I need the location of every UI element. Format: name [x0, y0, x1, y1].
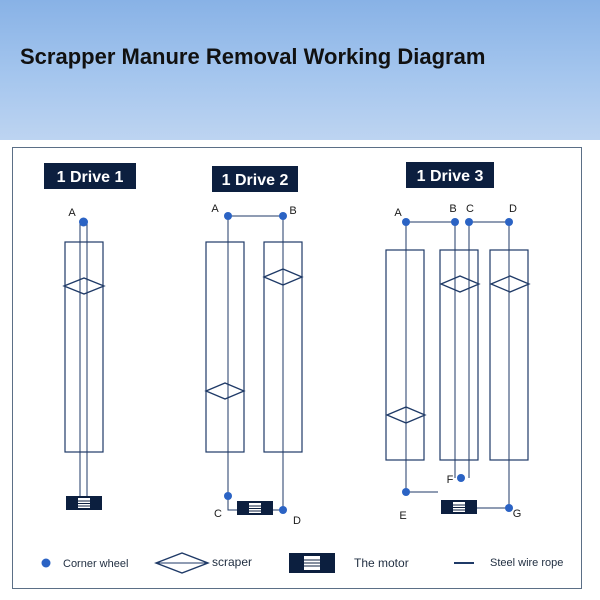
page-title: Scrapper Manure Removal Working Diagram — [20, 44, 486, 69]
drive-3-title: 1 Drive 3 — [416, 168, 484, 185]
barn-lane — [386, 250, 424, 460]
steel-wire-rope — [469, 222, 509, 508]
corner-wheel — [224, 492, 232, 500]
corner-wheel — [279, 212, 287, 220]
drive-3-diagram — [386, 162, 529, 522]
label-a: A — [68, 207, 76, 219]
corner-wheel — [505, 504, 513, 512]
corner-wheel — [451, 218, 459, 226]
label-c: C — [466, 203, 474, 215]
motor — [66, 496, 102, 510]
barn-lane — [65, 242, 103, 452]
barn-lane — [206, 242, 244, 452]
corner-wheel — [465, 218, 473, 226]
corner-wheel — [402, 488, 410, 496]
scraper — [441, 276, 479, 292]
corner-wheel — [79, 218, 88, 227]
label-b: B — [289, 205, 297, 217]
steel-wire-rope — [228, 216, 283, 510]
motor — [237, 501, 273, 515]
legend-motor-label: The motor — [354, 556, 409, 570]
scraper — [206, 383, 244, 399]
label-e: E — [399, 510, 407, 522]
drive-1-diagram — [44, 163, 136, 510]
scraper — [491, 276, 529, 292]
corner-wheel-icon — [42, 559, 51, 568]
corner-wheel — [402, 218, 410, 226]
legend-corner-wheel-label: Corner wheel — [63, 558, 129, 570]
legend — [42, 553, 564, 573]
label-d: D — [293, 515, 301, 527]
corner-wheel — [224, 212, 232, 220]
drive-2-title: 1 Drive 2 — [221, 172, 289, 189]
label-a: A — [394, 207, 402, 219]
label-d: D — [509, 203, 517, 215]
drive-1-title: 1 Drive 1 — [56, 169, 124, 186]
label-b: B — [449, 203, 457, 215]
motor-icon — [289, 553, 335, 573]
steel-wire-rope — [406, 222, 455, 492]
motor — [441, 500, 477, 514]
drive-2-diagram — [206, 166, 302, 527]
legend-scraper-label: scraper — [212, 555, 253, 569]
legend-rope-label: Steel wire rope — [490, 557, 564, 569]
label-f: F — [446, 474, 454, 486]
label-c: C — [214, 508, 222, 520]
corner-wheel — [505, 218, 513, 226]
corner-wheel — [279, 506, 287, 514]
corner-wheel — [457, 474, 465, 482]
scraper — [64, 278, 104, 294]
label-g: G — [512, 508, 522, 520]
label-a: A — [211, 203, 219, 215]
